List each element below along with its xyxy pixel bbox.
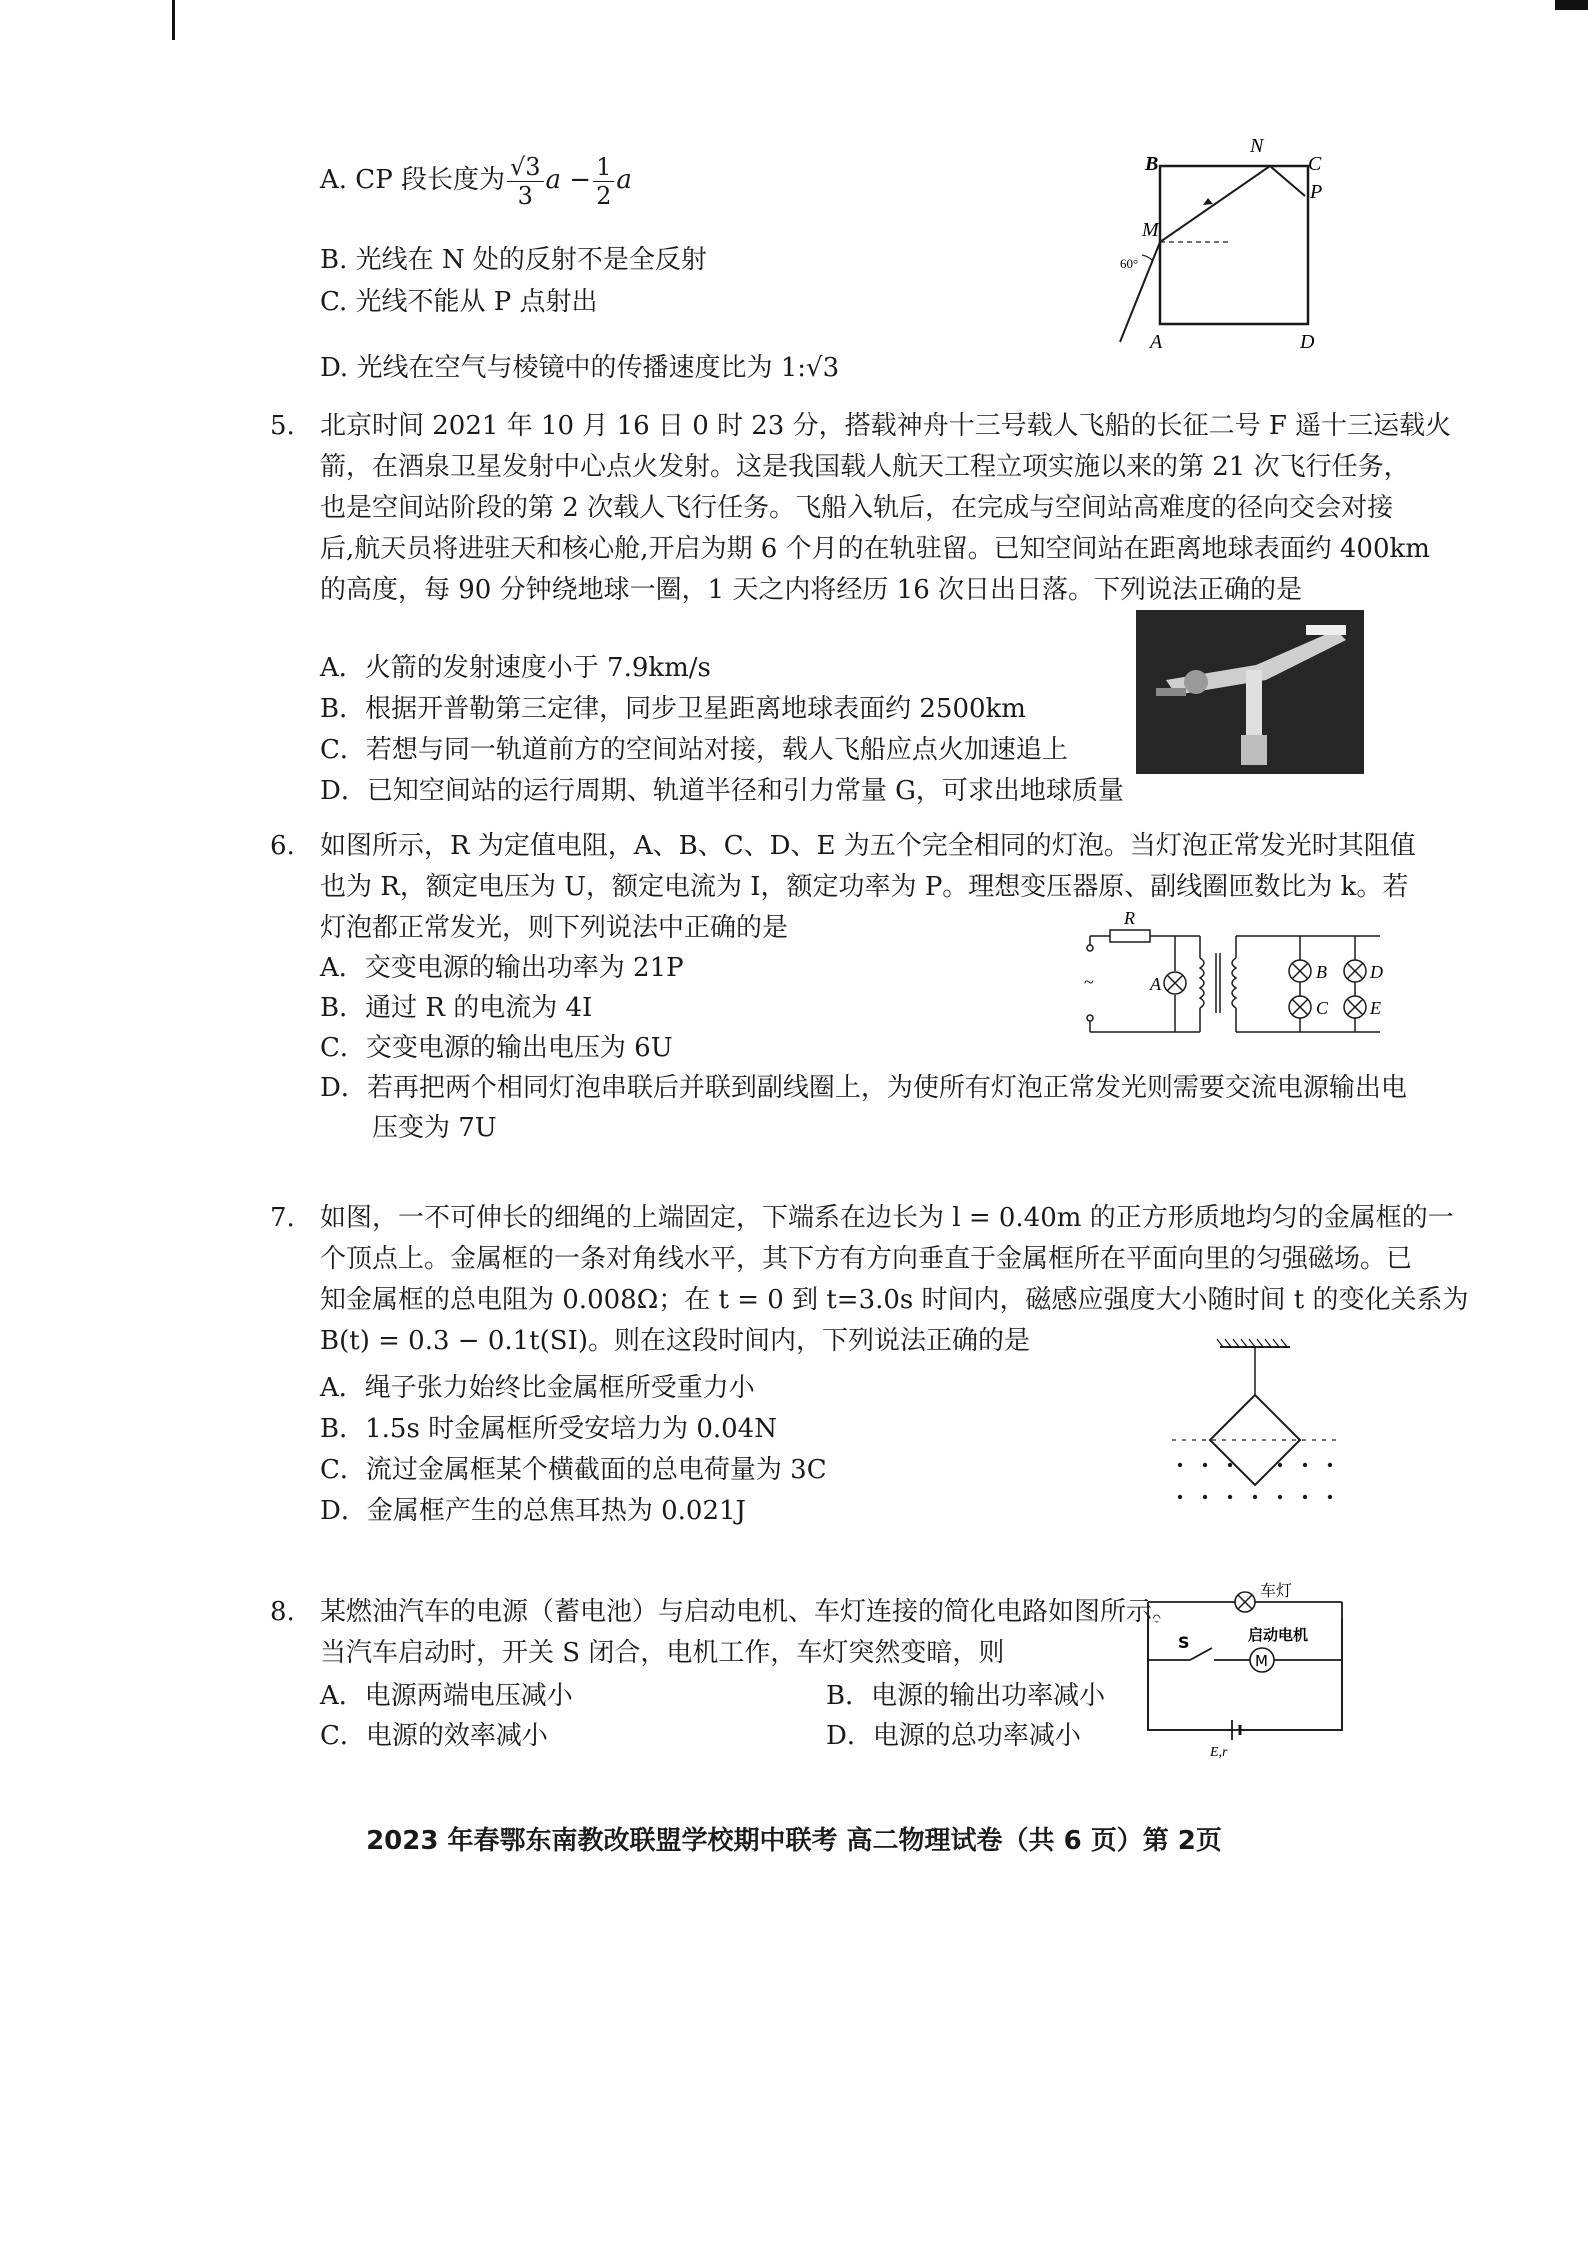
q4-option-a: A. CP 段长度为 $\frac{√3}{3}$ a − $\frac{1}{2}$ a <box>320 152 632 210</box>
q8-option-a: A．电源两端电压减小 <box>320 1681 573 1711</box>
label-d: D <box>1300 331 1315 353</box>
scan-edge-left <box>172 0 175 40</box>
label-switch-s: S <box>1178 1633 1190 1652</box>
q7-option-c: C．流过金属框某个横截面的总电荷量为 3C <box>320 1455 827 1485</box>
q6-option-a: A．交变电源的输出功率为 21P <box>320 953 684 983</box>
label-car-lamp: 车灯 <box>1260 1581 1293 1600</box>
label-r: R <box>1124 908 1135 928</box>
q8-option-d: D．电源的总功率减小 <box>826 1721 1081 1751</box>
q5-option-c: C．若想与同一轨道前方的空间站对接，载人飞船应点火加速追上 <box>320 735 1068 765</box>
q7-option-b: B．1.5s 时金属框所受安培力为 0.04N <box>320 1414 777 1444</box>
q6-option-d-cont: 压变为 7U <box>320 1113 497 1143</box>
label-b: B <box>1145 153 1159 175</box>
q6-option-d: D．若再把两个相同灯泡串联后并联到副线圈上，为使所有灯泡正常发光则需要交流电源输出电 <box>320 1073 1407 1103</box>
q5-option-d: D．已知空间站的运行周期、轨道半径和引力常量 G，可求出地球质量 <box>320 776 1124 806</box>
q4-option-d: D. 光线在空气与棱镜中的传播速度比为 1:√3 <box>320 353 840 383</box>
q6-option-b: B．通过 R 的电流为 4I <box>320 993 593 1023</box>
q7-number: 7. <box>270 1203 295 1233</box>
label-lamp-c: C <box>1316 998 1329 1018</box>
scan-edge-right <box>1555 0 1588 10</box>
metal-frame-diagram <box>1160 1335 1360 1525</box>
q7-option-d: D．金属框产生的总焦耳热为 0.021J <box>320 1496 746 1526</box>
q8-option-c: C．电源的效率减小 <box>320 1721 548 1751</box>
car-circuit-diagram <box>1140 1580 1350 1760</box>
q5-stem: 北京时间 2021 年 10 月 16 日 0 时 23 分，搭载神舟十三号载人飞船的长征二号 F 遥十三运载火 箭，在酒泉卫星发射中心点火发射。这是我国载人航天工程立项实施以来的第 21 次飞行任务， 也是空间站阶段的第 2 次载人飞行任务。飞船入轨后，在完成与空间站高难度的径向交会对接 后,航天员将进驻天和核心舱,开启为期 6 个月的在轨驻留。已知空间站在距离地球表面约 400km 的高度，每 90 分钟绕地球一圈，1 天之内将经历 16 次日出日落。下列说法正确的是 <box>320 411 1452 605</box>
q5-option-a: A．火箭的发射速度小于 7.9km/s <box>320 653 711 683</box>
q6-option-c: C．交变电源的输出电压为 6U <box>320 1033 673 1063</box>
q7-stem: 如图，一不可伸长的细绳的上端固定，下端系在边长为 l = 0.40m 的正方形质地均匀的金属框的一 个顶点上。金属框的一条对角线水平，其下方有方向垂直于金属框所在平面向里的匀强磁场。已 知金属框的总电阻为 0.008Ω；在 t = 0 到 t=3.0s 时间内，磁感应强度大小随时间 t 的变化关系为 B(t) = 0.3 − 0.1t(SI)。则在这段时间内，下列说法正确的是 <box>320 1203 1469 1356</box>
q8-option-b: B．电源的输出功率减小 <box>826 1681 1106 1711</box>
q8-number: 8. <box>270 1597 295 1627</box>
q5-option-b: B．根据开普勒第三定律，同步卫星距离地球表面约 2500km <box>320 694 1026 724</box>
q7-option-a: A．绳子张力始终比金属框所受重力小 <box>320 1373 755 1403</box>
label-lamp-a: A <box>1150 974 1161 994</box>
prism-diagram <box>1100 130 1340 360</box>
q4-option-b: B. 光线在 N 处的反射不是全反射 <box>320 245 707 275</box>
label-lamp-e: E <box>1370 998 1381 1018</box>
space-station-photo <box>1136 610 1364 774</box>
label-battery: E,r <box>1210 1745 1228 1760</box>
ac-source-symbol: ~ <box>1084 972 1094 992</box>
label-motor: 启动电机 <box>1248 1626 1309 1644</box>
fraction-sqrt3-over-3: $\frac{√3}{3}$ <box>507 153 544 210</box>
q8-stem: 某燃油汽车的电源（蓄电池）与启动电机、车灯连接的简化电路如图所示。 当汽车启动时，开关 S 闭合，电机工作，车灯突然变暗，则 <box>320 1597 1179 1668</box>
label-n: N <box>1250 135 1264 157</box>
label-m: M <box>1142 219 1159 241</box>
label-a: A <box>1150 331 1163 353</box>
q5-number: 5. <box>270 411 295 441</box>
page-footer: 2023 年春鄂东南教改联盟学校期中联考 高二物理试卷（共 6 页）第 2页 <box>366 1826 1222 1856</box>
label-60deg: 60° <box>1120 256 1139 271</box>
q4-option-c: C. 光线不能从 P 点射出 <box>320 287 598 317</box>
label-motor-m: M <box>1255 1652 1268 1670</box>
label-lamp-b: B <box>1316 962 1327 982</box>
q6-number: 6. <box>270 831 295 861</box>
label-lamp-d: D <box>1370 962 1383 982</box>
label-c: C <box>1308 153 1322 175</box>
resistor-r <box>1110 930 1150 942</box>
label-p: P <box>1310 181 1323 203</box>
transformer-circuit <box>1080 908 1400 1058</box>
q6-stem: 如图所示，R 为定值电阻，A、B、C、D、E 为五个完全相同的灯泡。当灯泡正常发光时其阻值 也为 R，额定电压为 U，额定电流为 I，额定功率为 P。理想变压器原、副线圈匝数比为 k。若 灯泡都正常发光，则下列说法中正确的是 <box>320 831 1416 943</box>
magnetic-field-dots <box>1178 1463 1332 1499</box>
fraction-1-over-2: $\frac{1}{2}$ <box>593 153 614 210</box>
